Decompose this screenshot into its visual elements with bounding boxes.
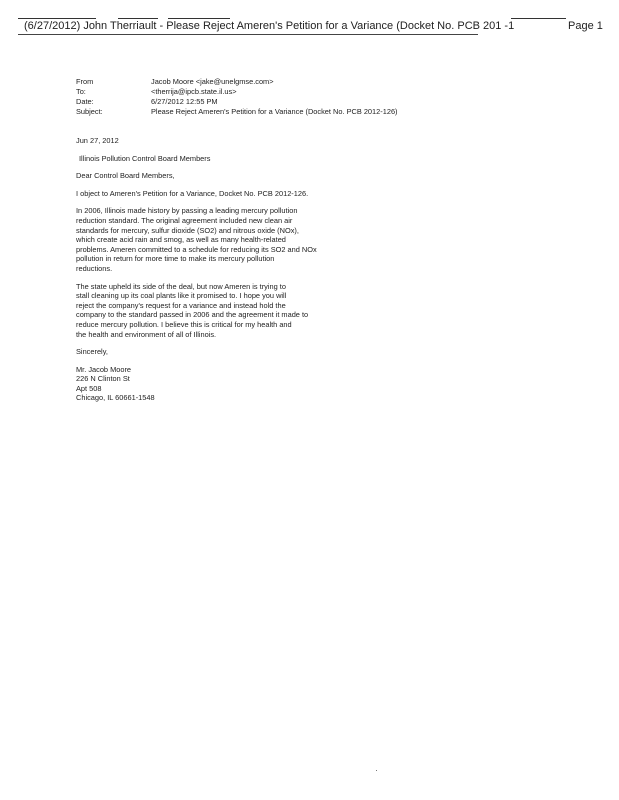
paragraph-line: reductions. (76, 263, 113, 273)
subject-value: Please Reject Ameren's Petition for a Variance (Docket No. PCB 2012-126) (151, 107, 398, 116)
paragraph-line: reduce mercury pollution. I believe this is critical for my health and (76, 319, 292, 329)
from-label: From (76, 77, 94, 86)
paragraph-line: the health and environment of all of Illinois. (76, 329, 217, 339)
page-number: Page 1 (568, 20, 603, 32)
letter-recipient: Illinois Pollution Control Board Members (79, 153, 211, 163)
letter-closing: Sincerely, (76, 347, 108, 357)
header-rule (118, 18, 158, 19)
paragraph-line: In 2006, Illinois made history by passing a leading mercury pollution (76, 206, 298, 216)
signature-city: Chicago, IL 60661-1548 (76, 393, 155, 403)
page-header (18, 14, 604, 34)
subject-label: Subject: (76, 107, 103, 116)
header-rule (168, 18, 230, 19)
paragraph-line: pollution in return for more time to make its mercury pollution (76, 254, 275, 264)
to-value: <therrija@ipcb.state.il.us> (151, 87, 237, 96)
signature-name: Mr. Jacob Moore (76, 364, 132, 374)
signature-apt: Apt 508 (76, 383, 102, 393)
paragraph-line: problems. Ameren committed to a schedule for reducing its SO2 and NOx (76, 244, 317, 254)
paragraph-line: stall cleaning up its coal plants like it promised to. I hope you will (76, 291, 287, 301)
header-rule (18, 18, 96, 19)
paragraph-line: company to the standard passed in 2006 and the agreement it made to (76, 310, 309, 320)
letter-objection: I object to Ameren's Petition for a Variance, Docket No. PCB 2012-126. (76, 188, 309, 198)
date-label: Date: (76, 97, 94, 106)
letter-salutation: Dear Control Board Members, (76, 171, 175, 181)
to-label: To: (76, 87, 86, 96)
from-value: Jacob Moore <jake@unelgmse.com> (151, 77, 274, 86)
paragraph-line: reject the company's request for a variance and instead hold the (76, 300, 286, 310)
date-value: 6/27/2012 12:55 PM (151, 97, 218, 106)
signature-block (76, 365, 376, 403)
scan-speck (376, 770, 377, 771)
paragraph-line: which create acid rain and smog, as well as many health-related (76, 235, 286, 245)
signature-street: 226 N Clinton St (76, 374, 130, 384)
paragraph-1 (76, 206, 376, 273)
paragraph-2 (76, 282, 376, 340)
header-title: (6/27/2012) John Therriault - Please Reject Ameren's Petition for a Variance (Docket No. PCB 201 -1 (24, 20, 515, 32)
paragraph-line: reduction standard. The original agreement included new clean air (76, 215, 293, 225)
paragraph-line: standards for mercury, sulfur dioxide (SO2) and nitrous oxide (NOx), (76, 225, 299, 235)
header-underline (18, 34, 478, 35)
header-rule (511, 18, 566, 19)
paragraph-line: The state upheld its side of the deal, but now Ameren is trying to (76, 281, 286, 291)
letter-body (76, 136, 376, 403)
letter-date: Jun 27, 2012 (76, 136, 119, 145)
